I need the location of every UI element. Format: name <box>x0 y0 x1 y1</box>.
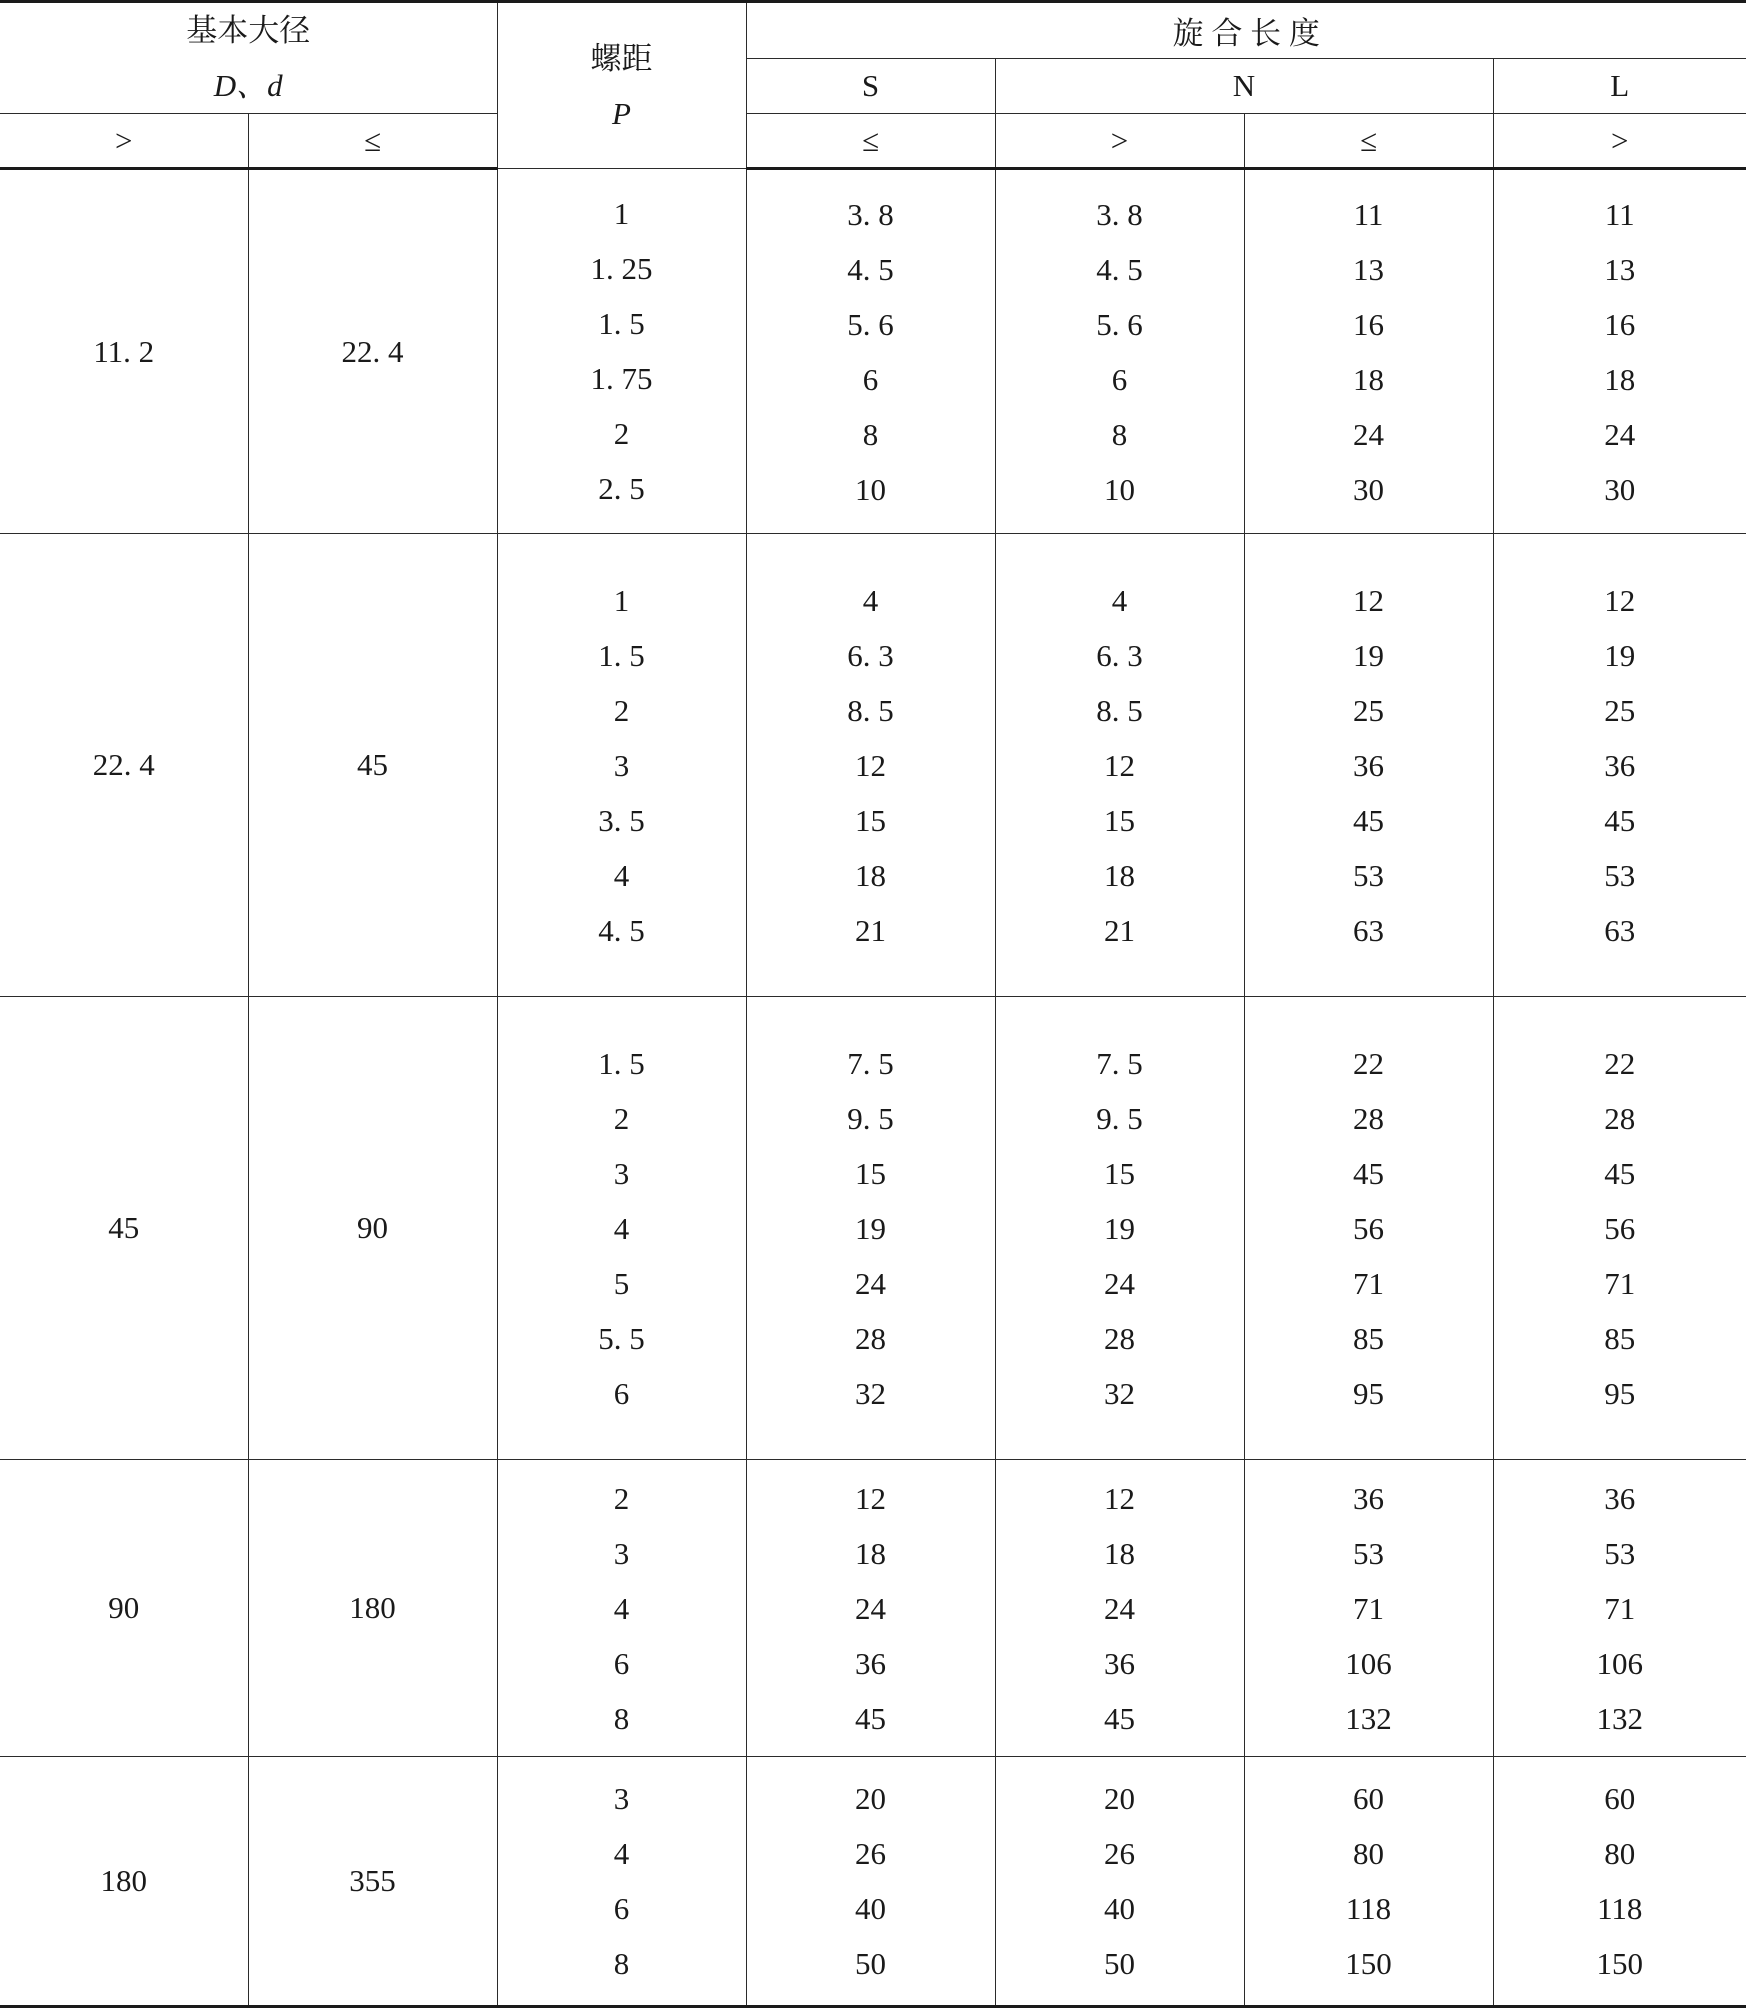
value-item: 150 <box>1345 1946 1392 1981</box>
value-item: 36 <box>1604 747 1636 783</box>
value-item: 24 <box>1104 1265 1135 1301</box>
cell-d-le: 22. 4 <box>248 169 497 534</box>
cell-d-gt: 90 <box>0 1460 248 1757</box>
cell-s-le-list <box>746 534 995 997</box>
table-row-group-3 <box>0 997 1746 1460</box>
value-item: 6 <box>862 361 879 397</box>
value-item: 60 <box>1604 1781 1636 1816</box>
header-n-le: ≤ <box>1244 114 1493 169</box>
value-item: 6. 3 <box>847 637 894 673</box>
value-item: 16 <box>1604 306 1636 342</box>
table-row-group-4 <box>0 1460 1746 1757</box>
cell-l-gt-list <box>1493 169 1746 534</box>
value-stack <box>1245 1471 1493 1746</box>
value-item: 3. 8 <box>1096 196 1143 232</box>
value-item: 80 <box>1604 1836 1636 1871</box>
value-item: 8. 5 <box>1096 692 1143 728</box>
value-item: 24 <box>1604 416 1636 452</box>
header-l-gt: > <box>1493 114 1746 169</box>
value-item: 36 <box>1353 747 1384 783</box>
value-item: 106 <box>1596 1645 1643 1681</box>
value-item: 8 <box>613 1946 630 1981</box>
value-item: 3 <box>613 1781 630 1816</box>
value-item: 71 <box>1353 1590 1384 1626</box>
header-pitch-title: 螺距 <box>590 40 653 76</box>
value-item: 18 <box>1353 361 1384 397</box>
value-item: 1 <box>613 582 630 618</box>
value-item: 95 <box>1353 1375 1384 1411</box>
value-item: 95 <box>1604 1375 1636 1411</box>
value-item: 25 <box>1353 692 1384 728</box>
value-stack <box>1245 573 1493 958</box>
header-group-l: L <box>1493 58 1746 114</box>
header-diameter-le: ≤ <box>248 114 497 169</box>
value-item: 18 <box>1104 1535 1135 1571</box>
value-item: 8 <box>1111 416 1128 452</box>
value-item: 118 <box>1345 1891 1392 1926</box>
value-item: 6 <box>613 1375 630 1411</box>
value-item: 5 <box>613 1265 630 1301</box>
value-item: 5. 6 <box>1096 306 1143 342</box>
cell-l-gt-list <box>1493 1460 1746 1757</box>
value-item: 8. 5 <box>847 692 894 728</box>
value-item: 36 <box>855 1645 886 1681</box>
value-item: 24 <box>855 1590 886 1626</box>
cell-l-gt-list <box>1493 1757 1746 2007</box>
value-item: 71 <box>1604 1590 1636 1626</box>
value-item: 2 <box>613 692 630 728</box>
table-row-group-1 <box>0 169 1746 534</box>
cell-n-le-list <box>1244 1757 1493 2007</box>
cell-s-le-list <box>746 997 995 1460</box>
header-diameter-gt: > <box>0 114 248 169</box>
value-item: 45 <box>1604 802 1636 838</box>
value-item: 19 <box>1604 637 1636 673</box>
value-item: 13 <box>1353 251 1384 287</box>
value-item: 4 <box>862 582 879 618</box>
value-item: 5. 5 <box>598 1320 645 1356</box>
cell-d-gt: 11. 2 <box>0 169 248 534</box>
value-item: 20 <box>1104 1781 1135 1816</box>
cell-pitch-list <box>497 534 746 997</box>
value-item: 4. 5 <box>1096 251 1143 287</box>
value-item: 12 <box>855 747 886 783</box>
value-stack <box>498 1471 746 1746</box>
value-stack <box>996 1471 1244 1746</box>
value-item: 22 <box>1604 1045 1636 1081</box>
value-item: 45 <box>1604 1155 1636 1191</box>
cell-l-gt-list <box>1493 534 1746 997</box>
value-item: 150 <box>1596 1946 1643 1981</box>
value-item: 26 <box>855 1836 886 1871</box>
value-stack <box>1245 1036 1493 1421</box>
cell-pitch-list <box>497 169 746 534</box>
value-item: 24 <box>855 1265 886 1301</box>
value-item: 45 <box>855 1700 886 1736</box>
value-item: 85 <box>1604 1320 1636 1356</box>
value-item: 19 <box>1104 1210 1135 1246</box>
value-item: 132 <box>1596 1700 1643 1736</box>
header-basic-diameter-title: 基本大径 <box>186 13 311 48</box>
value-item: 53 <box>1604 1535 1636 1571</box>
value-item: 22 <box>1353 1045 1384 1081</box>
cell-n-gt-list <box>995 1460 1244 1757</box>
value-item: 36 <box>1104 1645 1135 1681</box>
value-item: 63 <box>1353 912 1384 948</box>
value-item: 15 <box>1104 1155 1135 1191</box>
value-item: 1. 5 <box>598 306 645 341</box>
value-item: 85 <box>1353 1320 1384 1356</box>
value-item: 28 <box>855 1320 886 1356</box>
header-engagement-length-title: 旋 合 长 度 <box>1172 15 1320 51</box>
header-s-le: ≤ <box>746 114 995 169</box>
value-item: 6. 3 <box>1096 637 1143 673</box>
value-item: 53 <box>1353 857 1384 893</box>
value-item: 4 <box>613 857 630 893</box>
cell-pitch-list <box>497 1757 746 2007</box>
value-item: 2 <box>613 1100 630 1136</box>
value-item: 28 <box>1353 1100 1384 1136</box>
value-item: 1 <box>613 196 630 231</box>
value-item: 53 <box>1604 857 1636 893</box>
value-item: 56 <box>1353 1210 1384 1246</box>
value-stack <box>498 1036 746 1421</box>
value-item: 32 <box>1104 1375 1135 1411</box>
value-stack <box>498 186 746 516</box>
value-stack <box>996 187 1244 517</box>
value-item: 132 <box>1345 1700 1392 1736</box>
value-item: 4. 5 <box>847 251 894 287</box>
cell-l-gt-list <box>1493 997 1746 1460</box>
value-item: 12 <box>1604 582 1636 618</box>
value-item: 1. 5 <box>598 637 645 673</box>
value-item: 80 <box>1353 1836 1384 1871</box>
value-item: 21 <box>1104 912 1135 948</box>
value-stack <box>498 1771 746 1991</box>
value-item: 32 <box>855 1375 886 1411</box>
value-item: 7. 5 <box>1096 1045 1143 1081</box>
cell-s-le-list <box>746 1757 995 2007</box>
value-item: 25 <box>1604 692 1636 728</box>
value-item: 21 <box>855 912 886 948</box>
value-item: 50 <box>855 1946 886 1981</box>
value-item: 4 <box>613 1590 630 1626</box>
value-item: 15 <box>855 802 886 838</box>
value-item: 2 <box>613 1480 630 1516</box>
value-item: 6 <box>613 1645 630 1681</box>
value-item: 30 <box>1604 471 1636 507</box>
header-diameter-symbols: D、d <box>213 68 283 103</box>
value-item: 53 <box>1353 1535 1384 1571</box>
cell-n-gt-list <box>995 997 1244 1460</box>
header-engagement-length <box>746 2 1746 59</box>
value-item: 16 <box>1353 306 1384 342</box>
value-item: 3. 5 <box>598 802 645 838</box>
cell-d-le: 45 <box>248 534 497 997</box>
value-stack <box>747 1036 995 1421</box>
value-stack <box>1494 573 1747 958</box>
value-item: 3 <box>613 747 630 783</box>
value-item: 12 <box>1104 1480 1135 1516</box>
cell-d-le: 90 <box>248 997 497 1460</box>
header-group-n: N <box>995 58 1493 114</box>
value-stack <box>1494 1771 1747 1991</box>
header-pitch <box>497 2 746 169</box>
value-item: 15 <box>1104 802 1135 838</box>
value-item: 6 <box>1111 361 1128 397</box>
cell-n-le-list <box>1244 1460 1493 1757</box>
value-item: 1. 5 <box>598 1045 645 1081</box>
cell-n-le-list <box>1244 169 1493 534</box>
cell-pitch-list <box>497 997 746 1460</box>
value-item: 63 <box>1604 912 1636 948</box>
value-item: 24 <box>1353 416 1384 452</box>
value-item: 19 <box>1353 637 1384 673</box>
cell-s-le-list <box>746 1460 995 1757</box>
cell-n-gt-list <box>995 169 1244 534</box>
value-item: 3 <box>613 1155 630 1191</box>
value-stack <box>1494 1471 1747 1746</box>
value-item: 11 <box>1604 196 1635 232</box>
value-item: 5. 6 <box>847 306 894 342</box>
value-item: 60 <box>1353 1781 1384 1816</box>
cell-n-le-list <box>1244 997 1493 1460</box>
value-item: 4. 5 <box>598 912 645 948</box>
value-item: 28 <box>1104 1320 1135 1356</box>
value-item: 4 <box>613 1210 630 1246</box>
value-item: 2. 5 <box>598 471 645 506</box>
value-item: 12 <box>1353 582 1384 618</box>
value-item: 45 <box>1104 1700 1135 1736</box>
value-item: 7. 5 <box>847 1045 894 1081</box>
value-stack <box>1494 187 1747 517</box>
value-item: 3 <box>613 1535 630 1571</box>
value-item: 18 <box>855 857 886 893</box>
value-stack <box>747 1771 995 1991</box>
value-item: 18 <box>1104 857 1135 893</box>
value-item: 106 <box>1345 1645 1392 1681</box>
value-item: 18 <box>1604 361 1636 397</box>
value-stack <box>1494 1036 1747 1421</box>
value-stack <box>1245 1771 1493 1991</box>
value-item: 15 <box>855 1155 886 1191</box>
value-item: 4 <box>1111 582 1128 618</box>
value-item: 9. 5 <box>847 1100 894 1136</box>
value-stack <box>498 573 746 958</box>
value-item: 36 <box>1353 1480 1384 1516</box>
value-item: 8 <box>862 416 879 452</box>
table-row-group-2 <box>0 534 1746 997</box>
cell-d-le: 355 <box>248 1757 497 2007</box>
header-n-gt: > <box>995 114 1244 169</box>
value-item: 6 <box>613 1891 630 1926</box>
value-item: 12 <box>1104 747 1135 783</box>
cell-d-gt: 45 <box>0 997 248 1460</box>
value-item: 26 <box>1104 1836 1135 1871</box>
value-item: 19 <box>855 1210 886 1246</box>
value-item: 118 <box>1597 1891 1643 1926</box>
value-item: 4 <box>613 1836 630 1871</box>
value-item: 45 <box>1353 1155 1384 1191</box>
value-item: 9. 5 <box>1096 1100 1143 1136</box>
value-item: 10 <box>855 471 886 507</box>
cell-d-gt: 180 <box>0 1757 248 2007</box>
value-item: 71 <box>1604 1265 1636 1301</box>
value-stack <box>1245 187 1493 517</box>
cell-s-le-list <box>746 169 995 534</box>
value-item: 36 <box>1604 1480 1636 1516</box>
value-item: 13 <box>1604 251 1636 287</box>
value-item: 28 <box>1604 1100 1636 1136</box>
header-group-s: S <box>746 58 995 114</box>
value-item: 12 <box>855 1480 886 1516</box>
value-stack <box>747 1471 995 1746</box>
cell-pitch-list <box>497 1460 746 1757</box>
value-item: 24 <box>1104 1590 1135 1626</box>
cell-n-le-list <box>1244 534 1493 997</box>
value-item: 10 <box>1104 471 1135 507</box>
value-item: 2 <box>613 416 630 451</box>
header-basic-diameter <box>0 2 497 114</box>
value-item: 40 <box>855 1891 886 1926</box>
value-item: 45 <box>1353 802 1384 838</box>
cell-n-gt-list <box>995 1757 1244 2007</box>
value-stack <box>996 1036 1244 1421</box>
value-item: 56 <box>1604 1210 1636 1246</box>
cell-d-le: 180 <box>248 1460 497 1757</box>
header-pitch-symbol: P <box>612 95 631 131</box>
value-item: 30 <box>1353 471 1384 507</box>
table-row-group-5 <box>0 1757 1746 2007</box>
value-item: 50 <box>1104 1946 1135 1981</box>
value-item: 1. 25 <box>590 251 653 286</box>
value-item: 11 <box>1353 196 1384 232</box>
value-stack <box>996 1771 1244 1991</box>
value-item: 40 <box>1104 1891 1135 1926</box>
value-stack <box>747 187 995 517</box>
value-item: 1. 75 <box>590 361 653 396</box>
value-item: 3. 8 <box>847 196 894 232</box>
value-item: 18 <box>855 1535 886 1571</box>
cell-d-gt: 22. 4 <box>0 534 248 997</box>
value-item: 20 <box>855 1781 886 1816</box>
value-item: 71 <box>1353 1265 1384 1301</box>
cell-n-gt-list <box>995 534 1244 997</box>
value-item: 8 <box>613 1700 630 1736</box>
value-stack <box>996 573 1244 958</box>
value-stack <box>747 573 995 958</box>
